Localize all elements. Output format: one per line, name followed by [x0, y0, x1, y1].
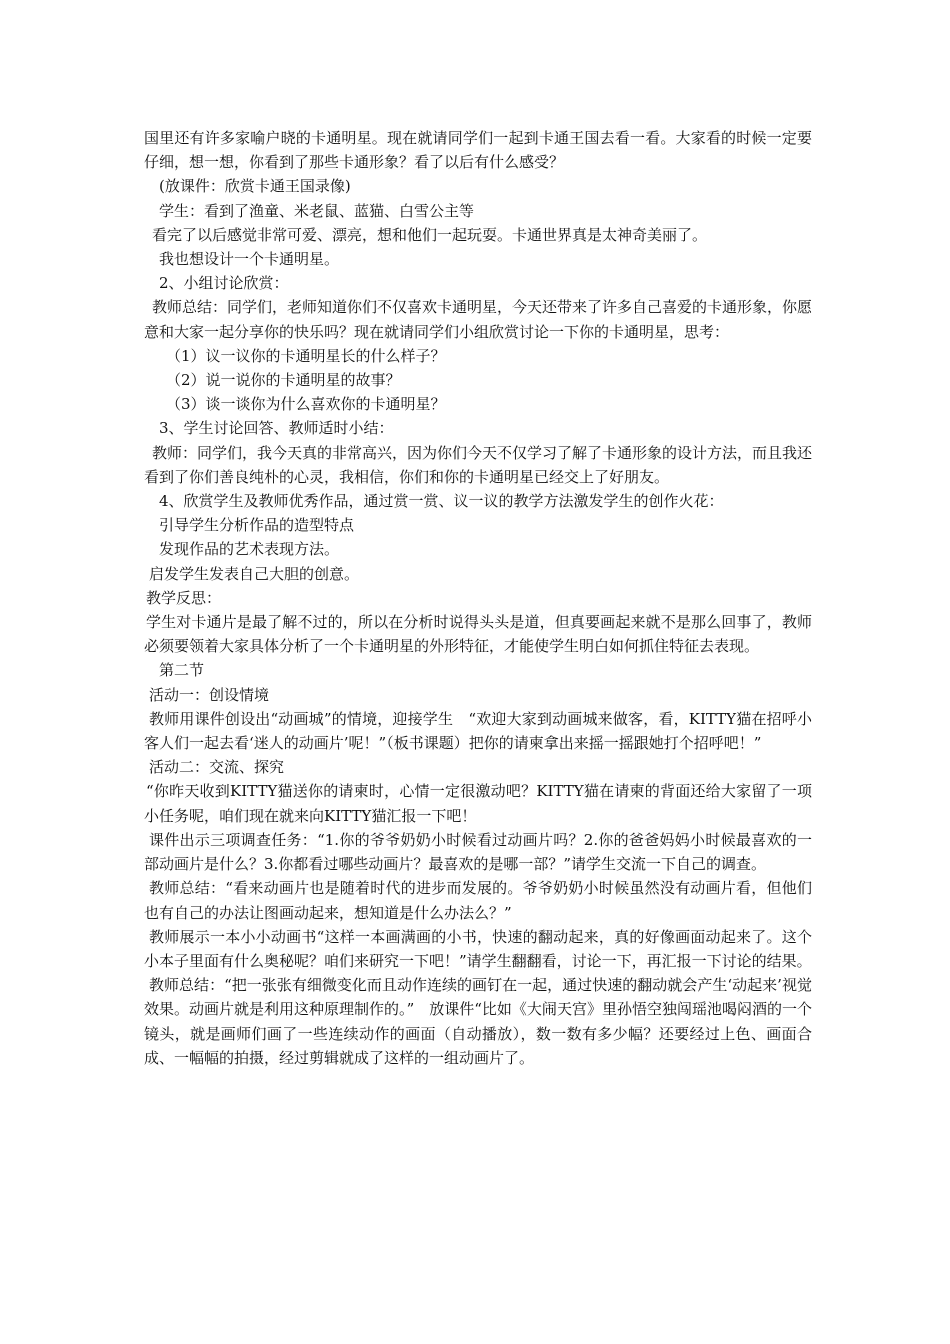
paragraph: 教师总结：同学们，老师知道你们不仅喜欢卡通明星，今天还带来了许多自己喜爱的卡通形象，你愿意和大家一起分享你的快乐吗？现在就请同学们小组欣赏讨论一下你的卡通明星，思考： [144, 298, 813, 341]
paragraph: （1）议一议你的卡通明星长的什么样子？ [166, 346, 446, 365]
paragraph: 教师展示一本小小动画书“这样一本画满画的小书，快速的翻动起来，真的好像画面动起来了。这个小本子里面有什么奥秘呢？咱们来研究一下吧！”请学生翻翻看，讨论一下，再汇报一下讨论的结果。 [144, 927, 812, 970]
paragraph: （2）说一说你的卡通明星的故事？ [166, 371, 401, 390]
paragraph: 引导学生分析作品的造型特点 [159, 516, 355, 535]
paragraph: 教师：同学们，我今天真的非常高兴，因为你们今天不仅学习了解了卡通形象的设计方法，而且我还看到了你们善良纯朴的心灵，我相信，你们和你的卡通明星已经交上了好朋友。 [144, 443, 813, 486]
paragraph: 国里还有许多家喻户晓的卡通明星。现在就请同学们一起到卡通王国去看一看。大家看的时候一定要仔细，想一想，你看到了那些卡通形象？看了以后有什么感受？ [144, 129, 812, 172]
paragraph: 教师总结：“看来动画片也是随着时代的进步而发展的。爷爷奶奶小时候虽然没有动画片看，但他们也有自己的办法让图画动起来，想知道是什么办法么？” [144, 879, 812, 922]
paragraph: 教师用课件创设出“动画城”的情境，迎接学生 “欢迎大家到动画城来做客，看，KITTY猫在招呼小客人们一起去看‘迷人的动画片’呢！”（板书课题）把你的请柬拿出来摇一摇跟她打个招呼吧！” [144, 709, 812, 753]
paragraph: （3）谈一谈你为什么喜欢你的卡通明星？ [166, 395, 446, 414]
paragraph: 学生对卡通片是最了解不过的，所以在分析时说得头头是道，但真要画起来就不是那么回事了，教师必须要领着大家具体分析了一个卡通明星的外形特征，才能使学生明白如何抓住特征去表现。 [144, 613, 812, 656]
paragraph: 2、小组讨论欣赏： [159, 274, 289, 293]
paragraph: 3、学生讨论回答、教师适时小结： [159, 419, 394, 438]
document-body [144, 126, 812, 1070]
paragraph: 活动二：交流、探究 [149, 758, 285, 777]
paragraph: 我也想设计一个卡通明星。 [159, 250, 340, 269]
paragraph: 看完了以后感觉非常可爱、漂亮，想和他们一起玩耍。卡通世界真是太神奇美丽了。 [152, 225, 708, 244]
paragraph: 课件出示三项调查任务：“1.你的爷爷奶奶小时候看过动画片吗？2.你的爸爸妈妈小时候最喜欢的一部动画片是什么？3.你都看过哪些动画片？最喜欢的是哪一部？”请学生交流一下自己的调查。 [144, 830, 812, 874]
paragraph: 学生：看到了渔童、米老鼠、蓝猫、白雪公主等 [159, 201, 475, 220]
paragraph: “你昨天收到KITTY猫送你的请柬时，心情一定很激动吧？KITTY猫在请柬的背面还给大家留了一项小任务呢，咱们现在就来向KITTY猫汇报一下吧！ [144, 782, 812, 825]
paragraph: 活动一：创设情境 [149, 685, 270, 704]
paragraph: 教学反思： [146, 588, 222, 607]
paragraph: 启发学生发表自己大胆的创意。 [149, 564, 360, 583]
paragraph: (放课件：欣赏卡通王国录像) [159, 177, 351, 196]
paragraph: 发现作品的艺术表现方法。 [159, 540, 340, 559]
paragraph: 教师总结：“把一张张有细微变化而且动作连续的画钉在一起，通过快速的翻动就会产生‘动起来’视觉效果。动画片就是利用这种原理制作的。” 放课件“比如《大闹天宫》里孙悟空独闯瑶池喝闷酒的一个镜头，就是画师们画了一些连续动作的画面（自动播放），数一数有多少幅？还要经过上色、画面合成、一幅幅的拍摄，经过剪辑就成了这样的一组动画片了。 [144, 976, 812, 1067]
paragraph: 第二节 [159, 661, 205, 680]
paragraph: 4、欣赏学生及教师优秀作品，通过赏一赏、议一议的教学方法激发学生的创作火花： [159, 492, 724, 511]
